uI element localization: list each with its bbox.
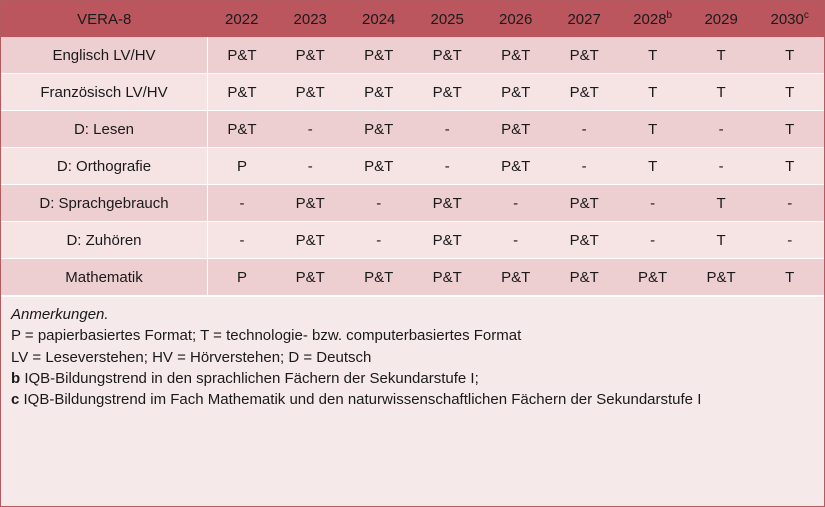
cell-lesen-2029: - [718, 120, 724, 138]
cell-franzoesisch-2023: P&T [295, 83, 325, 101]
table-row [1, 37, 824, 74]
cell-franzoesisch-2027: P&T [569, 83, 599, 101]
cell-franzoesisch-2026: P&T [501, 83, 531, 101]
column-header-2023 [276, 1, 344, 37]
cell-sprachgebrauch-2028: - [650, 194, 656, 212]
cell-mathematik-2027: P&T [569, 268, 599, 286]
column-header-2024 [344, 1, 412, 37]
column-header-2026 [481, 1, 549, 37]
row-label-lesen: D: Lesen [1, 111, 208, 148]
column-header-2030-year: 2030 [770, 10, 804, 28]
column-header-2028 [618, 1, 686, 37]
cell-orthografie-2027: - [581, 157, 587, 175]
cell-lesen-2030: T [785, 120, 795, 138]
cell-orthografie-2029: - [718, 157, 724, 175]
column-header-2025 [413, 1, 481, 37]
footnote-c-marker: c [11, 391, 20, 409]
cell-zuhoeren-2026: - [513, 231, 519, 249]
cell-sprachgebrauch-2022: - [239, 194, 245, 212]
cell-lesen-2023: - [307, 120, 313, 138]
cell-englisch-2023: P&T [295, 46, 325, 64]
cell-lesen-2024: P&T [364, 120, 394, 138]
cell-zuhoeren-2030: - [787, 231, 793, 249]
cell-mathematik-2025: P&T [432, 268, 462, 286]
cell-lesen-2028: T [648, 120, 658, 138]
row-label-zuhoeren: D: Zuhören [1, 222, 208, 259]
cell-lesen-2025: - [444, 120, 450, 138]
cell-franzoesisch-2024: P&T [364, 83, 394, 101]
column-header-2027-year: 2027 [567, 10, 601, 28]
cell-mathematik-2026: P&T [501, 268, 531, 286]
table-row [1, 148, 824, 185]
cell-zuhoeren-2028: - [650, 231, 656, 249]
row-label-mathematik: Mathematik [1, 259, 208, 296]
cell-lesen-2022: P&T [227, 120, 257, 138]
cell-orthografie-2022: P [236, 157, 247, 175]
cell-zuhoeren-2027: P&T [569, 231, 599, 249]
cell-sprachgebrauch-2024: - [376, 194, 382, 212]
header-row [1, 1, 824, 37]
row-label-orthografie: D: Orthografie [1, 148, 208, 185]
cell-franzoesisch-2029: T [716, 83, 726, 101]
cell-zuhoeren-2029: T [716, 231, 726, 249]
row-label-englisch: Englisch LV/HV [1, 37, 208, 74]
table-row [1, 222, 824, 259]
notes-line-abbreviations: LV = Leseverstehen; HV = Hörverstehen; D = Deutsch [11, 348, 372, 366]
cell-mathematik-2024: P&T [364, 268, 394, 286]
cell-englisch-2024: P&T [364, 46, 394, 64]
cell-orthografie-2030: T [785, 157, 795, 175]
cell-sprachgebrauch-2026: - [513, 194, 519, 212]
footnote-c-text: IQB-Bildungstrend im Fach Mathematik und den naturwissenschaftlichen Fächern der Sekundarstufe I [19, 391, 702, 409]
cell-zuhoeren-2023: P&T [295, 231, 325, 249]
cell-mathematik-2030: T [785, 268, 795, 286]
footnote-b-text: IQB-Bildungstrend in den sprachlichen Fächern der Sekundarstufe I; [20, 369, 479, 387]
cell-zuhoeren-2025: P&T [432, 231, 462, 249]
table-corner-label: VERA-8 [1, 1, 208, 37]
cell-franzoesisch-2030: T [785, 83, 795, 101]
table-notes [1, 297, 824, 416]
column-header-2024-year: 2024 [362, 10, 396, 28]
cell-orthografie-2028: T [648, 157, 658, 175]
cell-englisch-2030: T [785, 46, 795, 64]
cell-sprachgebrauch-2023: P&T [295, 194, 325, 212]
cell-orthografie-2024: P&T [364, 157, 394, 175]
notes-line-formats: P = papierbasiertes Format; T = technologie- bzw. computerbasiertes Format [11, 327, 522, 345]
cell-englisch-2027: P&T [569, 46, 599, 64]
cell-franzoesisch-2028: T [648, 83, 658, 101]
table-row [1, 259, 824, 296]
table-row [1, 111, 824, 148]
cell-englisch-2029: T [716, 46, 726, 64]
cell-englisch-2025: P&T [432, 46, 462, 64]
table-body [1, 37, 824, 296]
row-label-sprachgebrauch: D: Sprachgebrauch [1, 185, 208, 222]
cell-mathematik-2023: P&T [295, 268, 325, 286]
table-row [1, 185, 824, 222]
cell-lesen-2026: P&T [501, 120, 531, 138]
column-header-2025-year: 2025 [430, 10, 464, 28]
cell-mathematik-2029: P&T [706, 268, 736, 286]
column-header-2029 [687, 1, 755, 37]
column-header-2028-year: 2028 [633, 10, 667, 28]
footnote-b-marker: b [11, 369, 21, 387]
cell-zuhoeren-2024: - [376, 231, 382, 249]
cell-sprachgebrauch-2027: P&T [569, 194, 599, 212]
cell-orthografie-2023: - [307, 157, 313, 175]
cell-sprachgebrauch-2029: T [716, 194, 726, 212]
cell-englisch-2026: P&T [501, 46, 531, 64]
table-header [1, 1, 824, 37]
cell-zuhoeren-2022: - [239, 231, 245, 249]
footnote-marker-c: c [803, 9, 809, 21]
cell-mathematik-2022: P [236, 268, 247, 286]
row-label-franzoesisch: Französisch LV/HV [1, 74, 208, 111]
cell-mathematik-2028: P&T [638, 268, 668, 286]
cell-orthografie-2026: P&T [501, 157, 531, 175]
column-header-2022 [208, 1, 276, 37]
vera8-schedule-table [1, 1, 824, 296]
column-header-2023-year: 2023 [293, 10, 327, 28]
table-row [1, 74, 824, 111]
cell-englisch-2022: P&T [227, 46, 257, 64]
cell-sprachgebrauch-2025: P&T [432, 194, 462, 212]
cell-orthografie-2025: - [444, 157, 450, 175]
column-header-2029-year: 2029 [704, 10, 738, 28]
notes-heading: Anmerkungen. [11, 306, 109, 323]
footnote-marker-b: b [666, 9, 673, 21]
footnote-c [11, 389, 814, 410]
column-header-2022-year: 2022 [225, 10, 259, 28]
footnote-b [11, 368, 814, 389]
cell-lesen-2027: - [581, 120, 587, 138]
column-header-2026-year: 2026 [498, 10, 533, 28]
cell-englisch-2028: T [648, 46, 658, 64]
cell-franzoesisch-2022: P&T [227, 83, 257, 101]
column-header-2030 [755, 1, 824, 37]
column-header-2027 [550, 1, 618, 37]
cell-franzoesisch-2025: P&T [432, 83, 462, 101]
cell-sprachgebrauch-2030: - [787, 194, 793, 212]
